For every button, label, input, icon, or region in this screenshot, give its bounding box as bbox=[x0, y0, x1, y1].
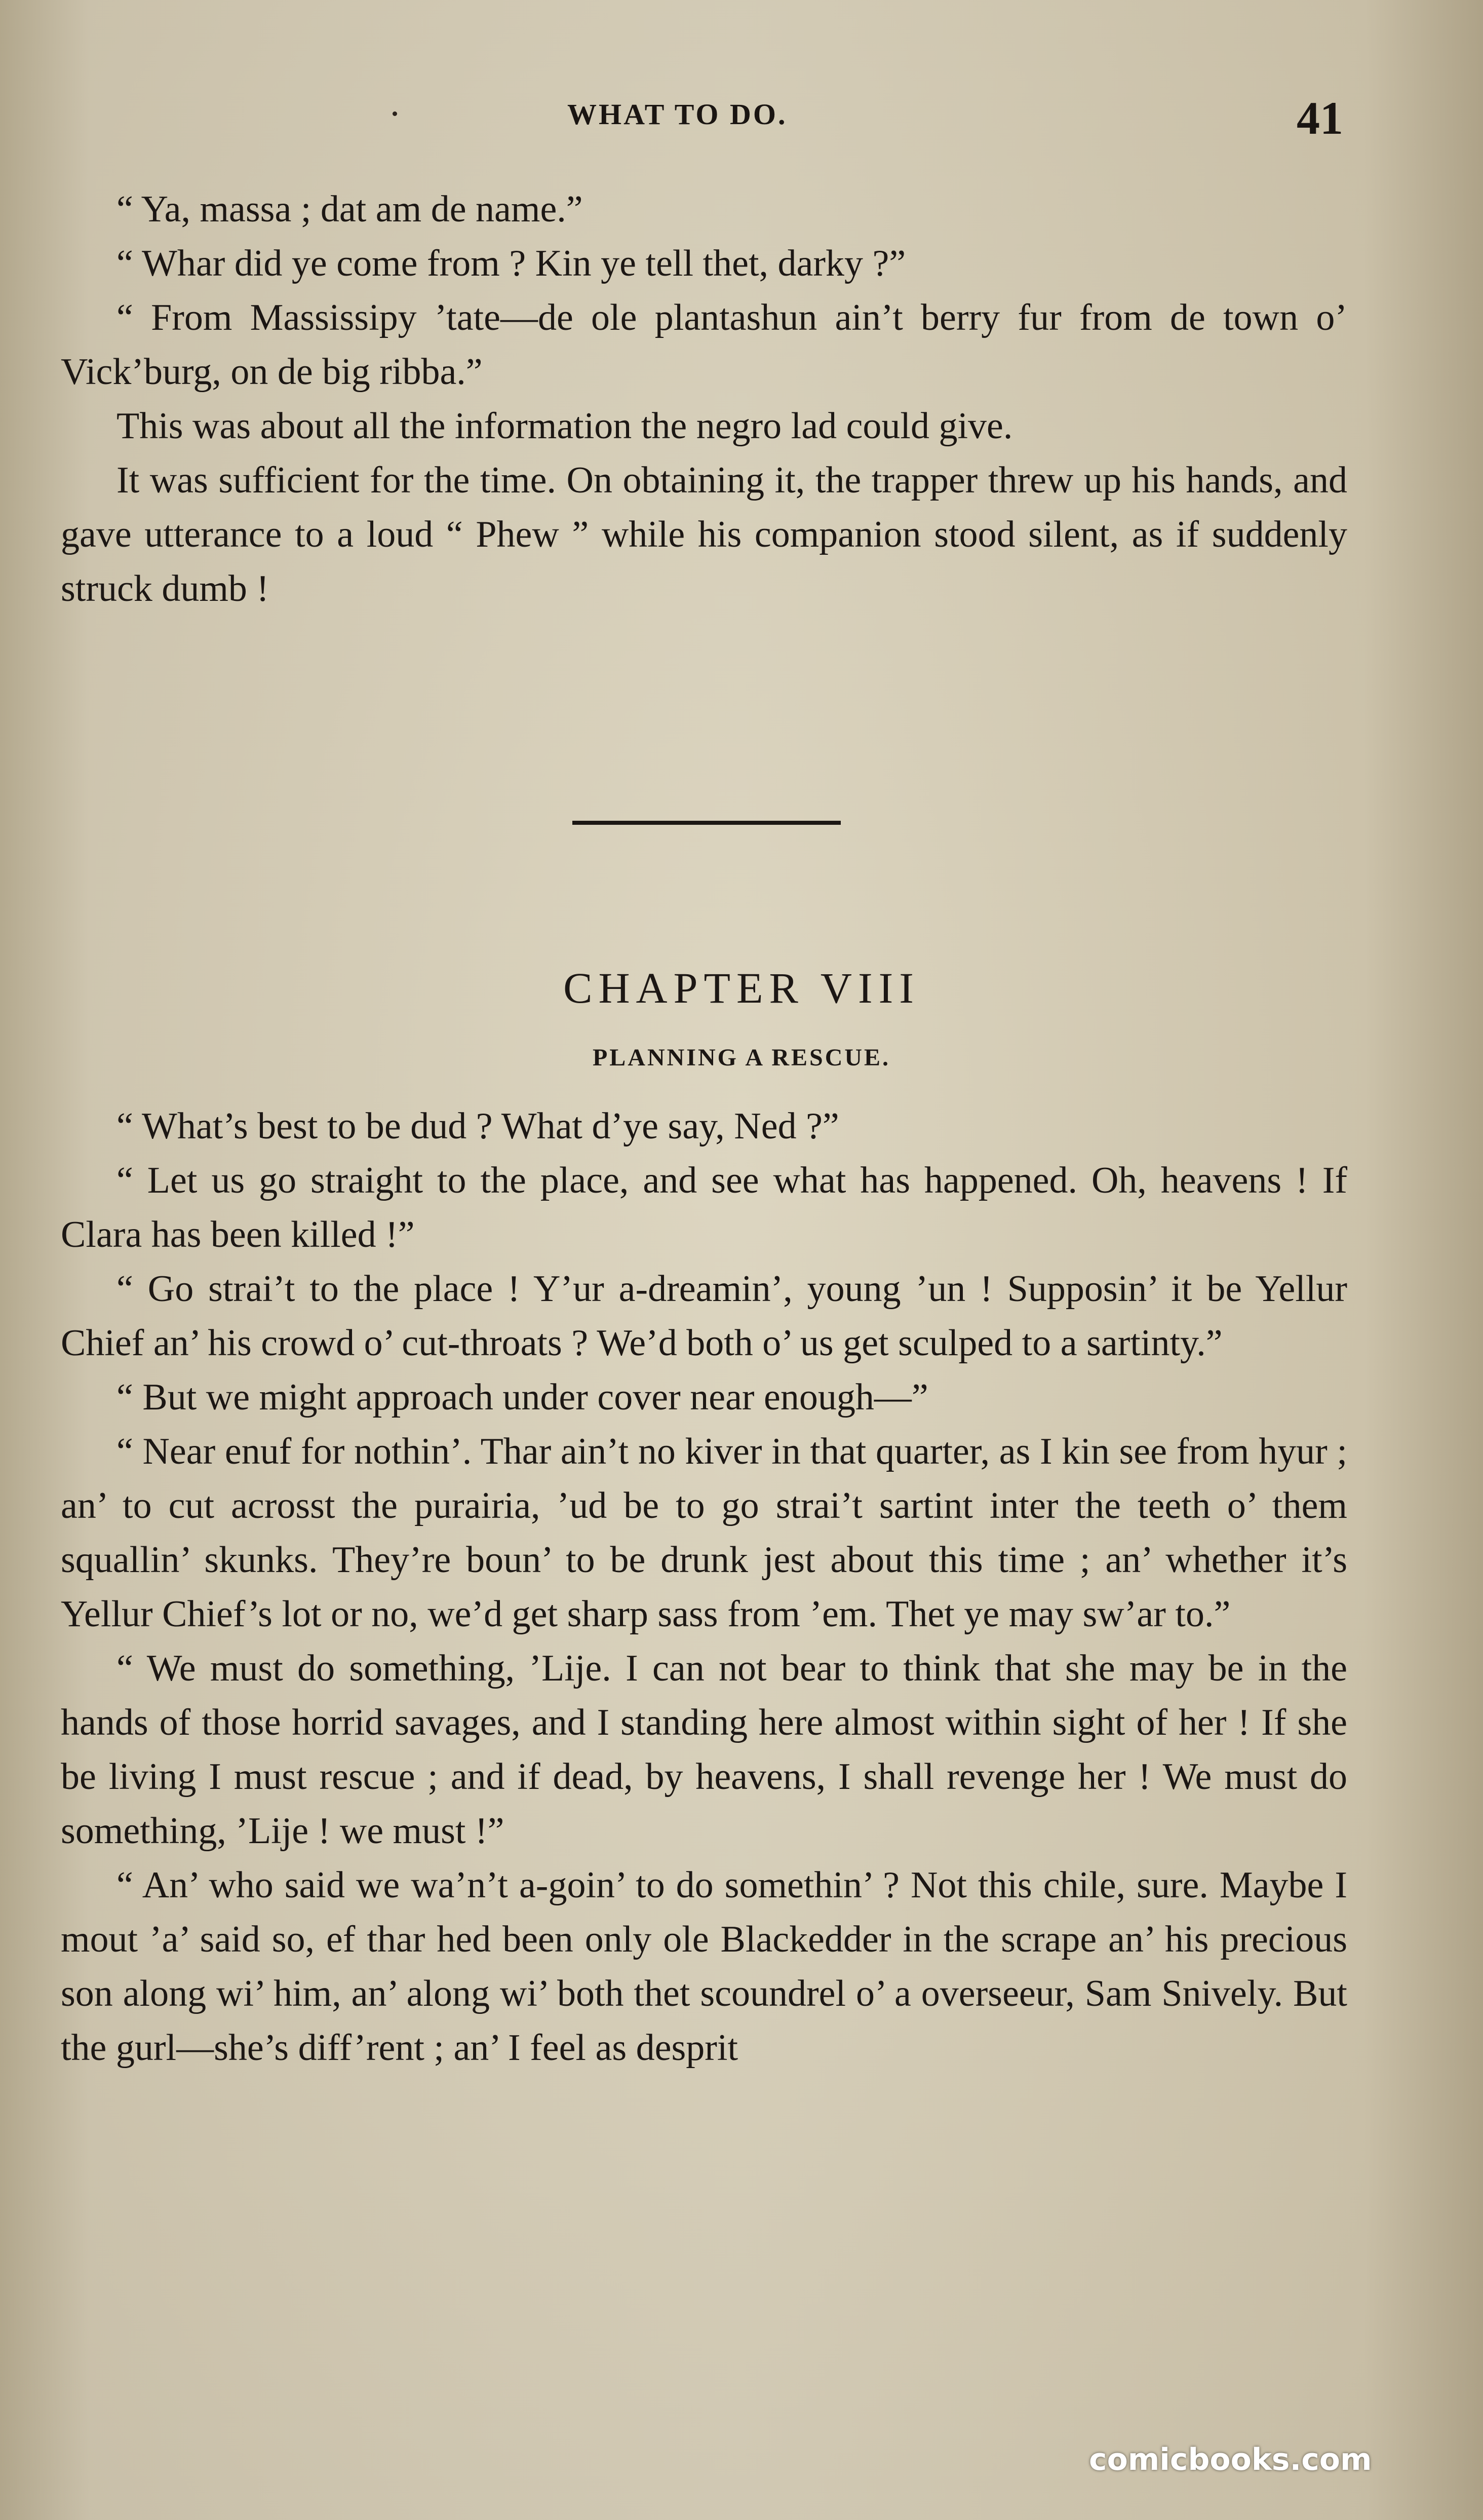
ink-dot bbox=[393, 111, 397, 116]
running-head bbox=[0, 91, 1483, 144]
paragraph: “ From Massissipy ’tate—de ole plantashun ain’t berry fur from de town o’ Vick’burg, on de big ribba.” bbox=[61, 297, 1347, 393]
paragraph: “ Let us go straight to the place, and see what has happened. Oh, heavens ! If Clara has been killed !” bbox=[61, 1160, 1347, 1255]
paragraph: “ Go strai’t to the place ! Y’ur a-dreamin’, young ’un ! Supposin’ it be Yellur Chief an’ his crowd o’ cut-throats ? We’d both o’ us get sculped to a sartinty.” bbox=[61, 1268, 1347, 1364]
paragraph: This was about all the information the negro lad could give. bbox=[116, 405, 1013, 447]
text-block-main bbox=[61, 1099, 1347, 2075]
paragraph: “ An’ who said we wa’n’t a-goin’ to do somethin’ ? Not this chile, sure. Maybe I mout ’a’ said so, ef thar hed been only ole Blackedder in the scrape an’ his precious son along wi’ him, an’ along wi’ both thet scoundrel o’ a overseeur, Sam Snively. But the gurl—she’s diff’rent ; an’ I feel as desprit bbox=[61, 1864, 1347, 2069]
chapter-title: CHAPTER VIII bbox=[563, 964, 920, 1012]
watermark: comicbooks.com bbox=[1089, 2442, 1372, 2477]
paragraph: “ Whar did ye come from ? Kin ye tell thet, darky ?” bbox=[116, 243, 906, 284]
paragraph: “ But we might approach under cover near enough—” bbox=[116, 1377, 928, 1418]
section-divider-rule bbox=[572, 821, 841, 825]
running-title: WHAT TO DO. bbox=[567, 98, 788, 131]
paragraph: It was sufficient for the time. On obtaining it, the trapper threw up his hands, and gave utterance to a loud “ Phew ” while his companion stood silent, as if suddenly struck dumb ! bbox=[61, 460, 1347, 609]
paragraph: “ What’s best to be dud ? What d’ye say, Ned ?” bbox=[116, 1105, 839, 1147]
page-number: 41 bbox=[1297, 92, 1343, 144]
text-block-top bbox=[61, 182, 1347, 616]
chapter-subtitle: PLANNING A RESCUE. bbox=[592, 1044, 891, 1071]
paragraph: “ Near enuf for nothin’. Thar ain’t no kiver in that quarter, as I kin see from hyur ; an’ to cut acrosst the purairia, ’ud be to go strai’t sartint inter the teeth o’ them squallin’ skunks. They’re boun’ to be drunk jest about this time ; an’ whether it’s Yellur Chief’s lot or no, we’d get sharp sass from ’em. Thet ye may sw’ar to.” bbox=[61, 1431, 1347, 1635]
paragraph: “ We must do something, ’Lije. I can not bear to think that she may be in the hands of those horrid savages, and I standing here almost within sight of her ! If she be living I must rescue ; and if dead, by heavens, I shall revenge her ! We must do something, ’Lije ! we must !” bbox=[61, 1648, 1347, 1852]
paragraph: “ Ya, massa ; dat am de name.” bbox=[116, 188, 583, 230]
